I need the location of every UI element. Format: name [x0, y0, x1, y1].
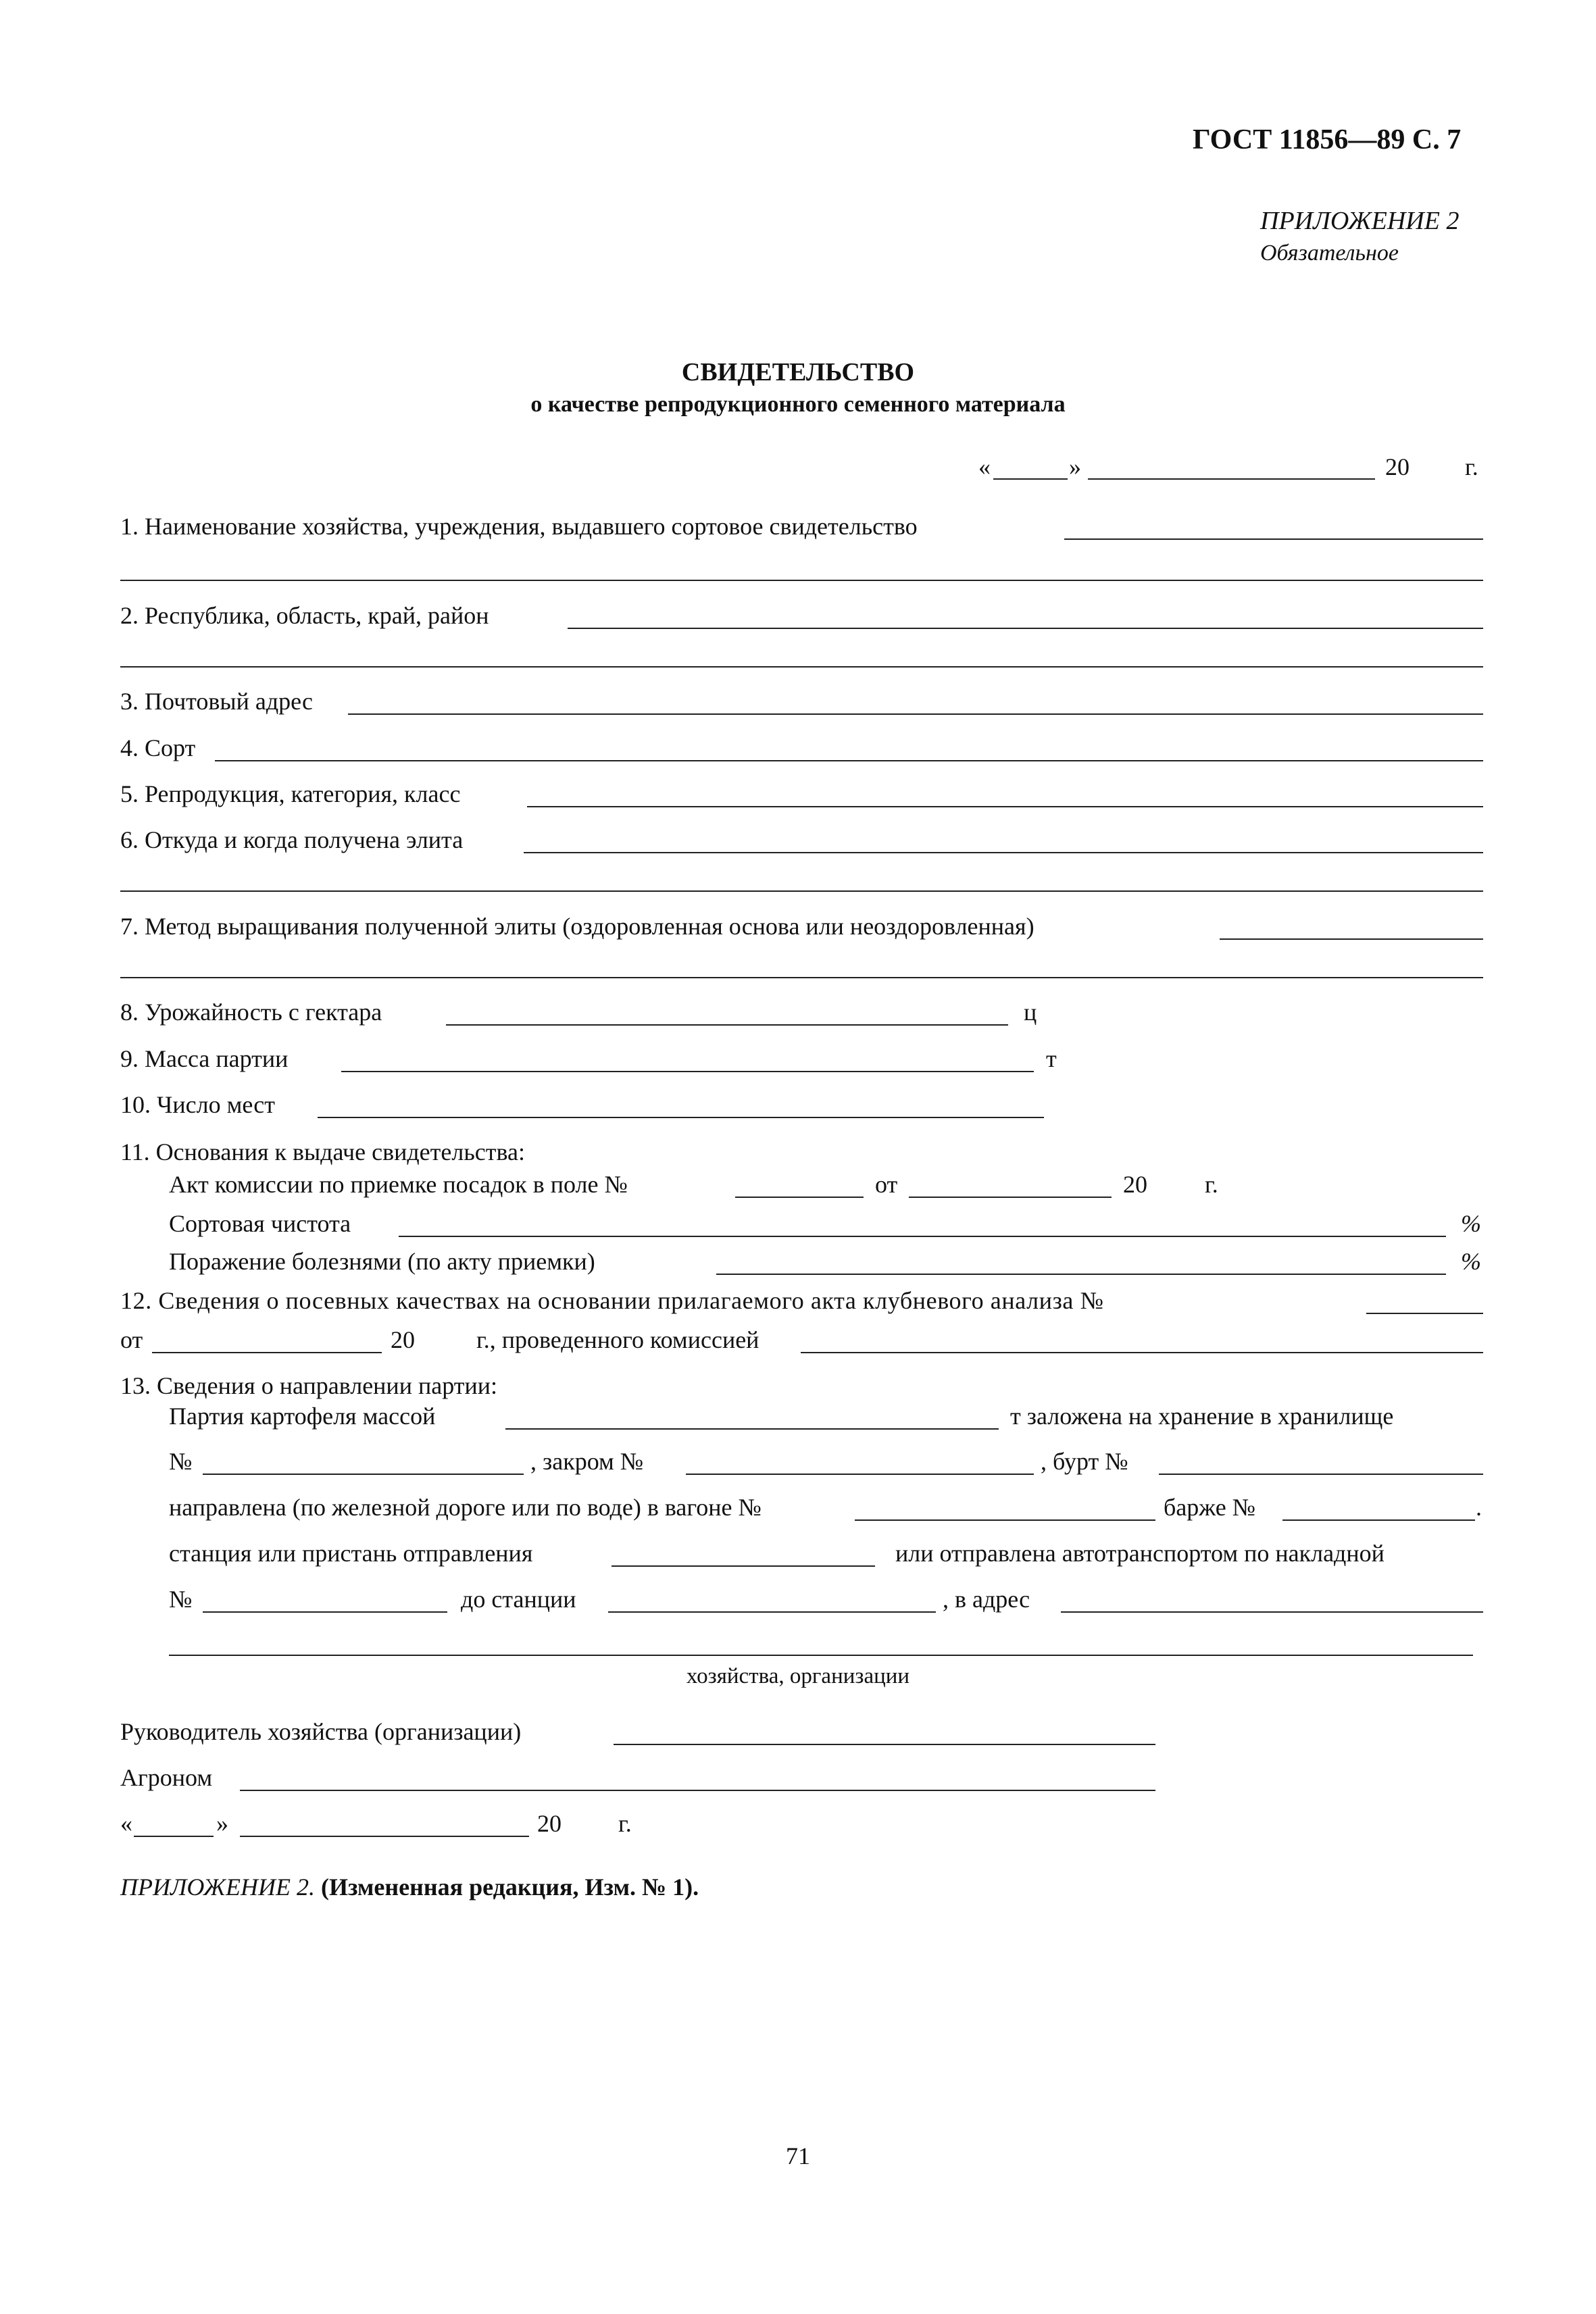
- field-2-line-2: [120, 666, 1483, 668]
- field-13-station-label: станция или пристань отправления: [169, 1540, 533, 1567]
- agronomist-signature-line: [240, 1790, 1155, 1791]
- signature-date-year: 20: [537, 1810, 562, 1837]
- amendment-appendix: ПРИЛОЖЕНИЕ 2.: [120, 1873, 315, 1901]
- field-4-line: [215, 760, 1483, 761]
- signature-date-day-line: [134, 1836, 214, 1837]
- field-11-purity-label: Сортовая чистота: [169, 1210, 351, 1237]
- field-11-label: 11. Основания к выдаче свидетельства:: [120, 1138, 525, 1165]
- field-12-date-line: [152, 1352, 382, 1353]
- field-12-commission-line: [801, 1352, 1483, 1353]
- field-10-line: [318, 1117, 1044, 1118]
- appendix-label: ПРИЛОЖЕНИЕ 2: [1260, 207, 1460, 235]
- head-signature-label: Руководитель хозяйства (организации): [120, 1718, 522, 1745]
- agronomist-signature-label: Агроном: [120, 1764, 213, 1791]
- field-13-label: 13. Сведения о направлении партии:: [120, 1372, 497, 1399]
- field-11-purity-line: [399, 1236, 1446, 1237]
- field-13-barge-label: барже №: [1164, 1494, 1256, 1521]
- field-9-label: 9. Масса партии: [120, 1045, 289, 1072]
- signature-date-g: г.: [618, 1810, 632, 1837]
- signature-date-open-quote: «: [120, 1810, 132, 1837]
- date-close-quote: »: [1069, 453, 1081, 480]
- field-6-label: 6. Откуда и когда получена элита: [120, 826, 464, 853]
- field-1-line: [1064, 538, 1483, 540]
- document-title: СВИДЕТЕЛЬСТВО: [681, 358, 915, 386]
- field-13-sent-label: направлена (по железной дороге или по воде) в вагоне №: [169, 1494, 762, 1521]
- field-7-label: 7. Метод выращивания полученной элиты (оздоровленная основа или неоздоровленная): [120, 913, 1034, 940]
- field-13-wagon-line: [855, 1519, 1155, 1521]
- field-8-label: 8. Урожайность с гектара: [120, 999, 382, 1026]
- field-11-year: 20: [1123, 1171, 1147, 1198]
- field-10-label: 10. Число мест: [120, 1091, 275, 1118]
- field-11-act-label: Акт комиссии по приемке посадок в поле №: [169, 1171, 628, 1198]
- field-13-batch-line: [505, 1428, 999, 1430]
- field-12-year: 20: [391, 1326, 415, 1353]
- date-day-line: [993, 478, 1068, 480]
- field-13-batch-label: Партия картофеля массой: [169, 1403, 436, 1430]
- field-13-auto-label: или отправлена автотранспортом по накладной: [895, 1540, 1385, 1567]
- field-13-storage-line: [203, 1474, 524, 1475]
- signature-date-close-quote: »: [216, 1810, 228, 1837]
- amendment-text: (Измененная редакция, Изм. № 1).: [320, 1873, 699, 1901]
- field-11-ot: от: [875, 1171, 898, 1198]
- field-11-act-line: [735, 1197, 864, 1198]
- field-13-dot: .: [1476, 1494, 1482, 1521]
- field-11-disease-label: Поражение болезнями (по акту приемки): [169, 1248, 595, 1275]
- field-7-line-2: [120, 977, 1483, 978]
- date-month-line: [1088, 478, 1375, 480]
- field-4-label: 4. Сорт: [120, 734, 196, 761]
- document-subtitle: о качестве репродукционного семенного материала: [530, 392, 1066, 417]
- field-5-label: 5. Репродукция, категория, класс: [120, 780, 461, 807]
- field-8-unit: ц: [1024, 999, 1037, 1026]
- field-11-date-line: [909, 1197, 1112, 1198]
- field-13-barge-line: [1282, 1519, 1475, 1521]
- document-code: ГОСТ 11856—89 С. 7: [1193, 124, 1462, 155]
- field-13-stored-label: т заложена на хранение в хранилище: [1010, 1403, 1394, 1430]
- field-13-storage-no: №: [169, 1448, 193, 1475]
- field-13-to-station-line: [608, 1611, 936, 1613]
- field-9-unit: т: [1046, 1045, 1057, 1072]
- date-open-quote: «: [978, 453, 991, 480]
- field-13-organization-caption: хозяйства, организации: [686, 1664, 910, 1688]
- field-12-ot: от: [120, 1326, 143, 1353]
- field-13-to-station-label: до станции: [461, 1586, 576, 1613]
- field-8-line: [446, 1024, 1008, 1026]
- field-13-address-line: [1061, 1611, 1483, 1613]
- field-11-disease-line: [716, 1274, 1446, 1275]
- field-5-line: [527, 806, 1483, 807]
- field-12-label: 12. Сведения о посевных качествах на основании прилагаемого акта клубневого анализа №: [120, 1287, 1104, 1314]
- field-13-address-label: , в адрес: [943, 1586, 1030, 1613]
- field-11-disease-percent: %: [1461, 1248, 1481, 1275]
- head-signature-line: [614, 1744, 1155, 1745]
- amendment-note: [120, 1873, 699, 1901]
- field-1-line-2: [120, 580, 1483, 581]
- field-7-line: [1220, 938, 1483, 940]
- field-12-rest: г., проведенного комиссией: [476, 1326, 759, 1353]
- field-6-line: [524, 852, 1483, 853]
- field-12-act-line: [1366, 1313, 1483, 1314]
- field-13-bin-line: [686, 1474, 1034, 1475]
- page-number: 71: [786, 2142, 810, 2169]
- field-9-line: [341, 1071, 1034, 1072]
- field-1-label: 1. Наименование хозяйства, учреждения, выдавшего сортовое свидетельство: [120, 513, 918, 540]
- field-2-line: [568, 628, 1483, 629]
- field-3-line: [348, 713, 1483, 715]
- field-13-organization-line: [169, 1655, 1473, 1656]
- date-g: г.: [1465, 453, 1478, 480]
- field-11-purity-percent: %: [1461, 1210, 1481, 1237]
- field-13-station-line: [612, 1565, 875, 1567]
- field-11-g: г.: [1205, 1171, 1218, 1198]
- date-year: 20: [1385, 453, 1410, 480]
- mandatory-label: Обязательное: [1260, 241, 1399, 266]
- field-13-burt-label: , бурт №: [1041, 1448, 1128, 1475]
- field-13-waybill-no: №: [169, 1586, 193, 1613]
- field-13-burt-line: [1159, 1474, 1483, 1475]
- field-2-label: 2. Республика, область, край, район: [120, 602, 489, 629]
- field-6-line-2: [120, 890, 1483, 892]
- field-3-label: 3. Почтовый адрес: [120, 688, 314, 715]
- field-13-bin-label: , закром №: [530, 1448, 644, 1475]
- signature-date-month-line: [240, 1836, 529, 1837]
- field-13-waybill-line: [203, 1611, 447, 1613]
